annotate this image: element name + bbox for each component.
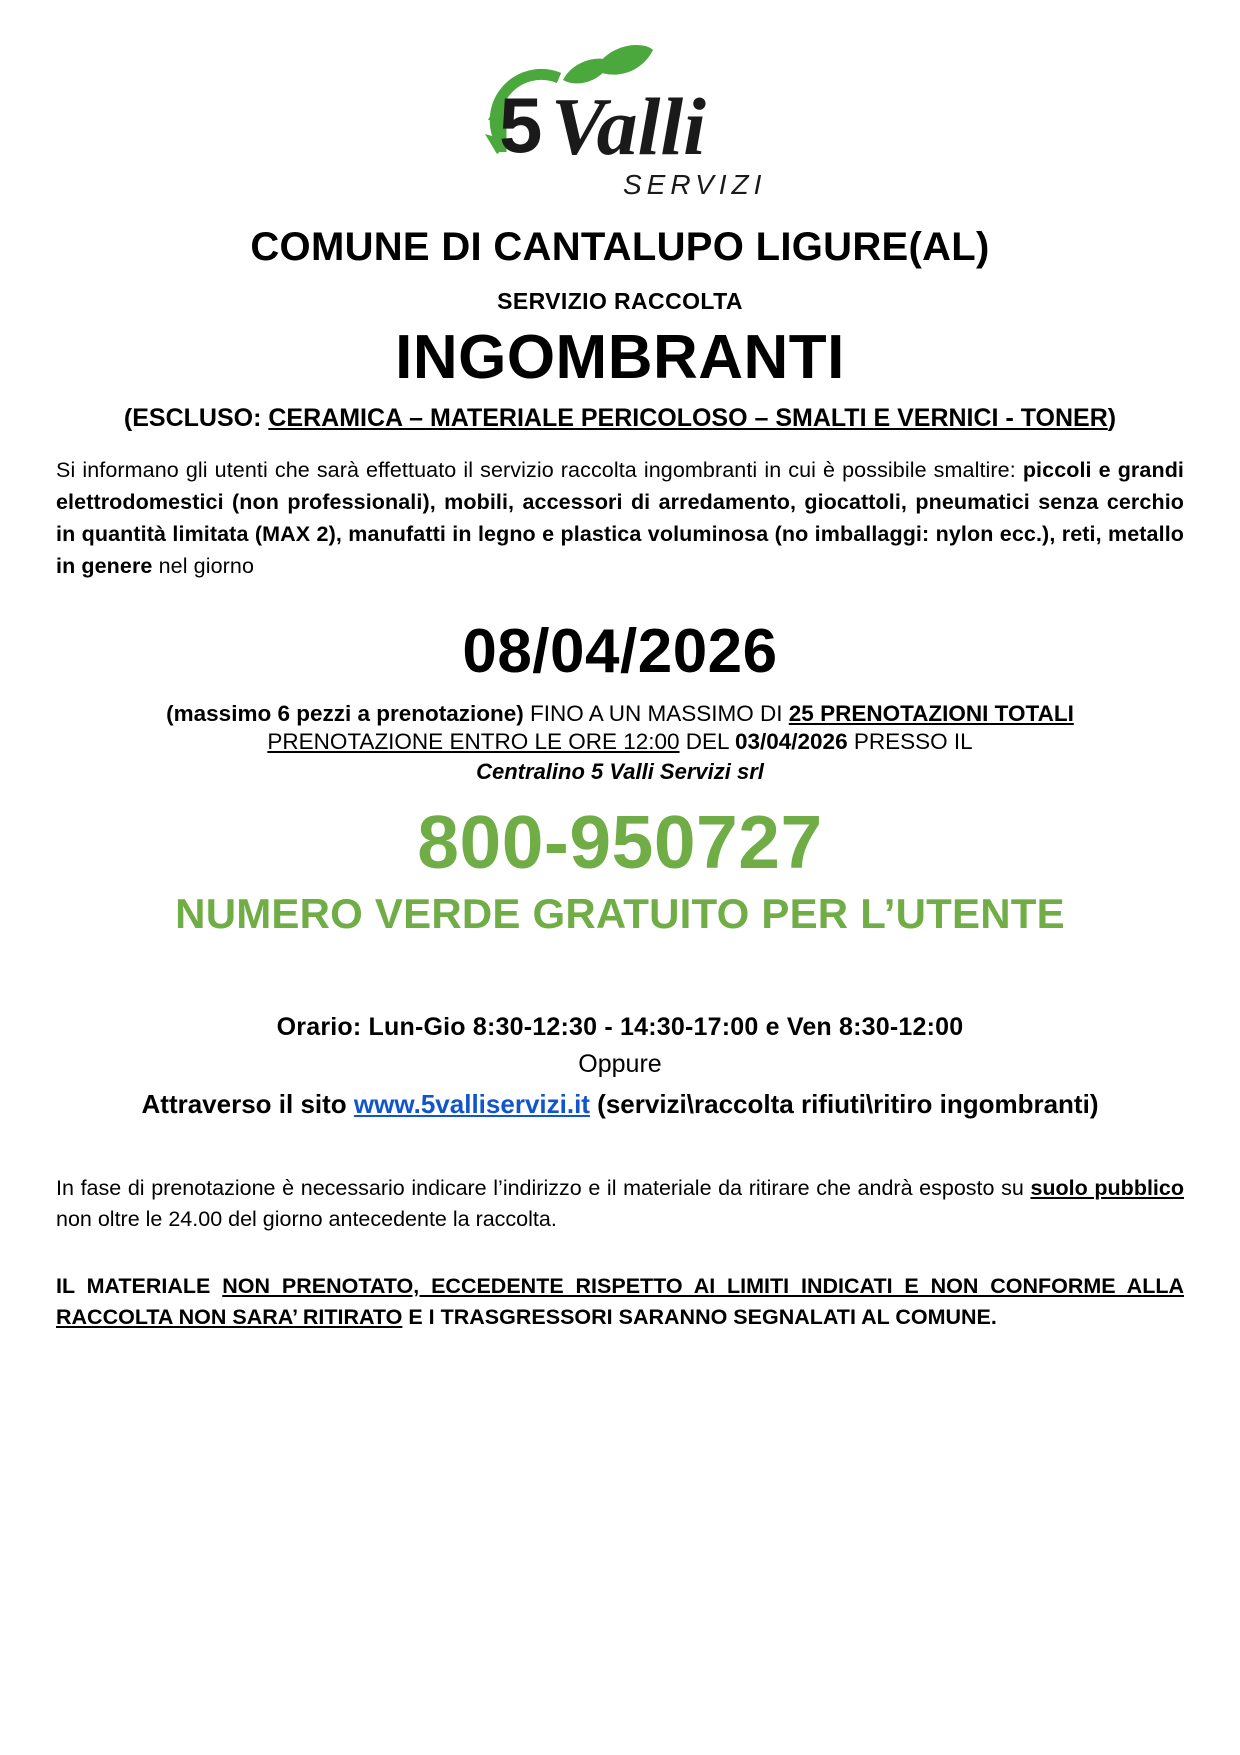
website-line [56,1087,1184,1123]
five-valli-logo [455,34,785,214]
warning-prefix: IL MATERIALE [56,1274,223,1299]
deadline-suffix: PRESSO IL [847,729,973,755]
website-path: (servizi\raccolta rifiuti\ritiro ingombranti) [589,1088,1099,1119]
website-link[interactable]: www.5valliservizi.it [353,1088,590,1119]
booking-limits-line [56,701,1184,727]
warning-suffix: E I TRASGRESSORI SARANNO SEGNALATI AL COMUNE. [402,1305,997,1330]
exclusions-suffix: ) [1107,404,1117,433]
intro-items-bold: piccoli e grandi elettrodomestici (non professionali), mobili, accessori di arredamento, giocattoli, pneumatici senza cerchio in quantità limitata (MAX 2), manufatti in legno e plastica voluminosa (no imballaggi: nylon ecc.), reti, metallo in genere [56,458,1184,578]
svg-text:5: 5 [499,81,543,169]
warning-notice [56,1271,1184,1333]
exclusions-line [56,404,1184,433]
collection-date: 08/04/2026 [462,617,778,687]
toll-free-number[interactable]: 800-950727 [417,800,823,885]
logo-container [56,34,1184,219]
service-subtitle: SERVIZIO RACCOLTA [497,288,743,314]
or-label: Oppure [578,1049,662,1078]
deadline-date: 03/04/2026 [734,729,848,755]
instructions-text-1: In fase di prenotazione è necessario indicare l’indirizzo e il materiale da ritirare che andrà esposto su [56,1175,1031,1200]
call-center-label: Centralino 5 Valli Servizi srl [476,759,764,785]
service-name: INGOMBRANTI [395,323,845,392]
intro-text-1: Si informano gli utenti che sarà effettuato il servizio raccolta ingombranti in cui è possibile smaltire: [56,458,1023,483]
public-ground-bold: suolo pubblico [1030,1175,1184,1200]
deadline-mid: DEL [679,729,735,755]
booking-instructions [56,1173,1184,1235]
max-total-count: 25 PRENOTAZIONI TOTALI [788,701,1074,727]
intro-paragraph [56,455,1184,582]
website-prefix: Attraverso il sito [141,1088,354,1119]
warning-underlined: NON PRENOTATO, ECCEDENTE RISPETTO AI LIMITI INDICATI E NON CONFORME ALLA RACCOLTA NON SARA’ RITIRATO [56,1274,1184,1330]
exclusions-prefix: (ESCLUSO: [123,404,269,433]
toll-free-caption: NUMERO VERDE GRATUITO PER L’UTENTE [175,889,1065,937]
page-title: COMUNE DI CANTALUPO LIGURE(AL) [250,225,990,269]
instructions-text-2: non oltre le 24.00 del giorno antecedente la raccolta. [56,1206,557,1231]
svg-text:Valli: Valli [551,81,706,172]
intro-text-2: nel giorno [152,553,255,578]
svg-text:SERVIZI: SERVIZI [623,169,767,200]
opening-hours: Orario: Lun-Gio 8:30-12:30 - 14:30-17:00 e Ven 8:30-12:00 [276,1012,964,1041]
exclusions-list: CERAMICA – MATERIALE PERICOLOSO – SMALTI E VERNICI - TONER [268,404,1108,433]
max-total-text: FINO A UN MASSIMO DI [523,701,789,727]
deadline-time: PRENOTAZIONE ENTRO LE ORE 12:00 [267,729,680,755]
max-pieces: (massimo 6 pezzi a prenotazione) [166,701,524,727]
logo-graphic [455,34,785,214]
booking-deadline-line [56,729,1184,755]
